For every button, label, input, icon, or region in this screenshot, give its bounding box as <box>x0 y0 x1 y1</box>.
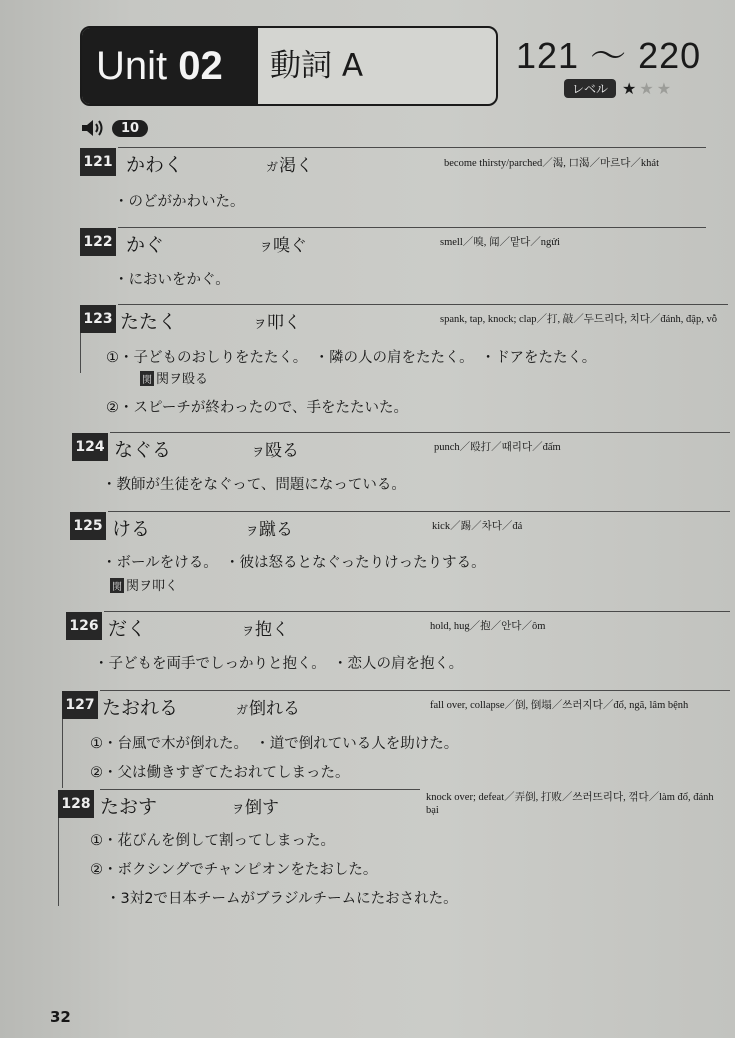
entry-kanji: ヲ倒す <box>232 798 280 818</box>
page-number: 32 <box>50 1008 71 1026</box>
entry-kanji: ヲ蹴る <box>246 520 294 540</box>
entry-translation: knock over; defeat／弄倒, 打败／쓰러뜨리다, 꺾다／làm đổ, đánh bại <box>426 792 714 816</box>
divider <box>118 304 728 305</box>
entry-number: 127 <box>62 691 98 719</box>
entry-number: 121 <box>80 148 116 176</box>
entry-bracket <box>58 816 59 906</box>
entry-kanji: ガ渇く <box>266 156 314 176</box>
entry-bracket <box>62 718 63 788</box>
entry-translation: kick／踢／차다／đá <box>432 521 523 532</box>
entry-number: 123 <box>80 305 116 333</box>
entry-translation: fall over, collapse／倒, 倒塌／쓰러지다／đổ, ngã, lâm bệnh <box>430 700 689 711</box>
track-number: 10 <box>112 120 148 137</box>
divider <box>100 789 420 790</box>
entry-translation: become thirsty/parched／渴, 口渴／마르다／khát <box>444 158 660 169</box>
unit-title: 動詞 A <box>270 48 364 84</box>
related-word: 関 関ヲ殴る <box>142 372 209 387</box>
star-empty-icon: ★ <box>656 78 672 98</box>
unit-number: 02 <box>178 44 223 88</box>
entry-number: 126 <box>66 612 102 640</box>
entry-number: 124 <box>72 433 108 461</box>
entry-translation: spank, tap, knock; clap／打, 敲／두드리다, 치다／đánh, đập, vỗ <box>440 314 717 325</box>
entry-number: 128 <box>58 790 94 818</box>
level-indicator <box>564 78 674 98</box>
entry-word: だく <box>108 618 147 640</box>
entry-translation: smell／嗅, 闻／맡다／ngửi <box>440 237 560 248</box>
related-icon: 関 <box>110 578 124 593</box>
entry-word: なぐる <box>114 439 172 461</box>
example-sentence: ②・ボクシングでチャンピオンをたおした。 <box>90 862 378 878</box>
entry-translation: hold, hug／抱／안다／ôm <box>430 621 546 632</box>
divider <box>110 432 730 433</box>
entry-number: 122 <box>80 228 116 256</box>
divider <box>118 147 706 148</box>
unit-label: Unit 02 <box>82 28 258 104</box>
star-empty-icon: ★ <box>639 78 654 98</box>
entry-kanji: ヲ嗅ぐ <box>260 236 308 256</box>
entry-word: たおす <box>100 796 158 818</box>
entry-kanji: ヲ叩く <box>254 313 302 333</box>
related-word: 関 関ヲ叩く <box>112 579 179 594</box>
unit-header <box>80 26 498 106</box>
entry-range: 121 ～ 220 <box>516 35 702 76</box>
related-icon: 関 <box>140 371 154 386</box>
divider <box>108 511 730 512</box>
divider <box>118 227 706 228</box>
entry-kanji: ヲ殴る <box>252 441 300 461</box>
example-sentence: ②・スピーチが終わったので、手をたたいた。 <box>106 400 408 416</box>
entry-bracket <box>80 333 81 373</box>
divider <box>104 611 730 612</box>
entry-number: 125 <box>70 512 106 540</box>
example-sentence: ②・父は働きすぎてたおれてしまった。 <box>90 765 350 781</box>
level-badge: レベル <box>564 79 616 98</box>
example-sentence: ①・花びんを倒して割ってしまった。 <box>90 833 335 849</box>
example-sentence: ・ボールをける。 ・彼は怒るとなぐったりけったりする。 <box>102 555 486 571</box>
entry-translation: punch／殴打／때리다／đấm <box>434 442 561 453</box>
divider <box>100 690 730 691</box>
entry-word: たたく <box>120 311 178 333</box>
example-sentence: ・のどがかわいた。 <box>114 194 245 210</box>
star-filled-icon: ★ <box>622 78 637 98</box>
entry-word: かぐ <box>126 234 165 256</box>
example-sentence: ・3対2で日本チームがブラジルチームにたおされた。 <box>106 891 458 907</box>
example-sentence: ・においをかぐ。 <box>114 272 230 288</box>
entry-word: かわく <box>126 154 184 176</box>
entry-kanji: ガ倒れる <box>236 699 301 719</box>
example-sentence: ・教師が生徒をなぐって、問題になっている。 <box>102 477 406 493</box>
example-sentence: ・子どもを両手でしっかりと抱く。 ・恋人の肩を抱く。 <box>94 656 464 672</box>
entry-kanji: ヲ抱く <box>242 620 290 640</box>
speaker-icon <box>80 118 106 138</box>
audio-track[interactable] <box>80 118 148 138</box>
entry-word: ける <box>112 518 151 540</box>
example-sentence: ①・台風で木が倒れた。 ・道で倒れている人を助けた。 <box>90 736 459 752</box>
entry-word: たおれる <box>102 697 179 719</box>
example-sentence: ①・子どものおしりをたたく。 ・隣の人の肩をたたく。 ・ドアをたたく。 <box>106 350 597 366</box>
